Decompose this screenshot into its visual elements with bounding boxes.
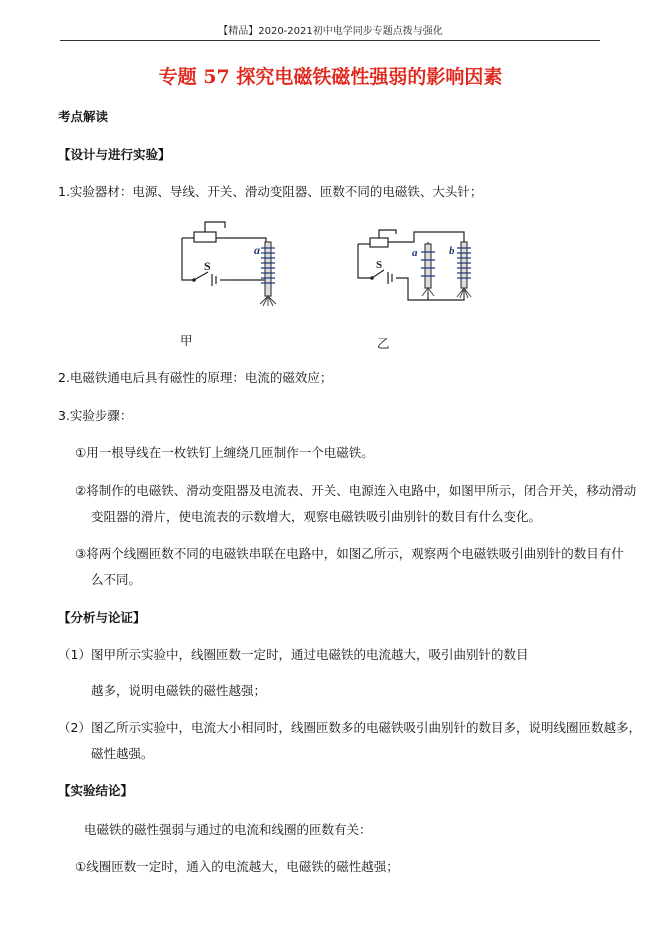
circuit-figure-yi bbox=[352, 222, 492, 312]
analysis-1-line-2: 越多，说明电磁铁的磁性越强； bbox=[91, 683, 267, 698]
conclusion-intro: 电磁铁的磁性强弱与通过的电流和线圈的匝数有关： bbox=[84, 822, 372, 837]
conclusion-1: ①线圈匝数一定时，通入的电流越大，电磁铁的磁性越强； bbox=[75, 859, 399, 874]
analysis-2-line-2: 磁性越强。 bbox=[91, 746, 154, 761]
analysis-2-line-1: （2）图乙所示实验中，电流大小相同时，线圈匝数多的电磁铁吸引曲别针的数目多，说明线圈匝数越多， bbox=[58, 720, 641, 735]
item-1-materials: 1.实验器材：电源、导线、开关、滑动变阻器、匝数不同的电磁铁、大头针； bbox=[58, 184, 483, 199]
page-title: 专题 57 探究电磁铁磁性强弱的影响因素 bbox=[158, 66, 503, 88]
section-conclusion: 【实验结论】 bbox=[58, 783, 134, 798]
section-design: 【设计与进行实验】 bbox=[58, 147, 171, 162]
circuit-figure-jia bbox=[170, 208, 300, 313]
label-a: a bbox=[254, 243, 260, 257]
caption-yi: 乙 bbox=[377, 336, 390, 351]
label-b: b bbox=[449, 245, 455, 257]
label-s-jia: S bbox=[204, 259, 211, 273]
analysis-1-line-1: （1）图甲所示实验中，线圈匝数一定时，通过电磁铁的电流越大，吸引曲别针的数目 bbox=[58, 647, 529, 662]
caption-jia: 甲 bbox=[180, 333, 193, 348]
step-1: ①用一根导线在一枚铁钉上缠绕几匝制作一个电磁铁。 bbox=[75, 445, 374, 460]
section-analysis: 【分析与论证】 bbox=[58, 610, 146, 625]
page-header: 【精品】2020-2021初中电学同步专题点拨与强化 bbox=[218, 26, 443, 37]
step-2-line-2: 变阻器的滑片，使电流表的示数增大，观察电磁铁吸引曲别针的数目有什么变化。 bbox=[91, 509, 542, 524]
step-3-line-1: ③将两个线圈匝数不同的电磁铁串联在电路中，如图乙所示，观察两个电磁铁吸引曲别针的数目有什 bbox=[75, 546, 624, 561]
step-3-line-2: 么不同。 bbox=[91, 572, 142, 587]
label-a-yi: a bbox=[412, 247, 418, 259]
section-kaodian: 考点解读 bbox=[58, 109, 109, 124]
item-3-steps: 3.实验步骤： bbox=[58, 408, 133, 423]
step-2-line-1: ②将制作的电磁铁、滑动变阻器及电流表、开关、电源连入电路中，如图甲所示，闭合开关，移动滑动 bbox=[75, 483, 637, 498]
header-divider bbox=[60, 40, 600, 41]
label-s-yi: S bbox=[376, 259, 383, 271]
item-2-principle: 2.电磁铁通电后具有磁性的原理：电流的磁效应； bbox=[58, 370, 333, 385]
